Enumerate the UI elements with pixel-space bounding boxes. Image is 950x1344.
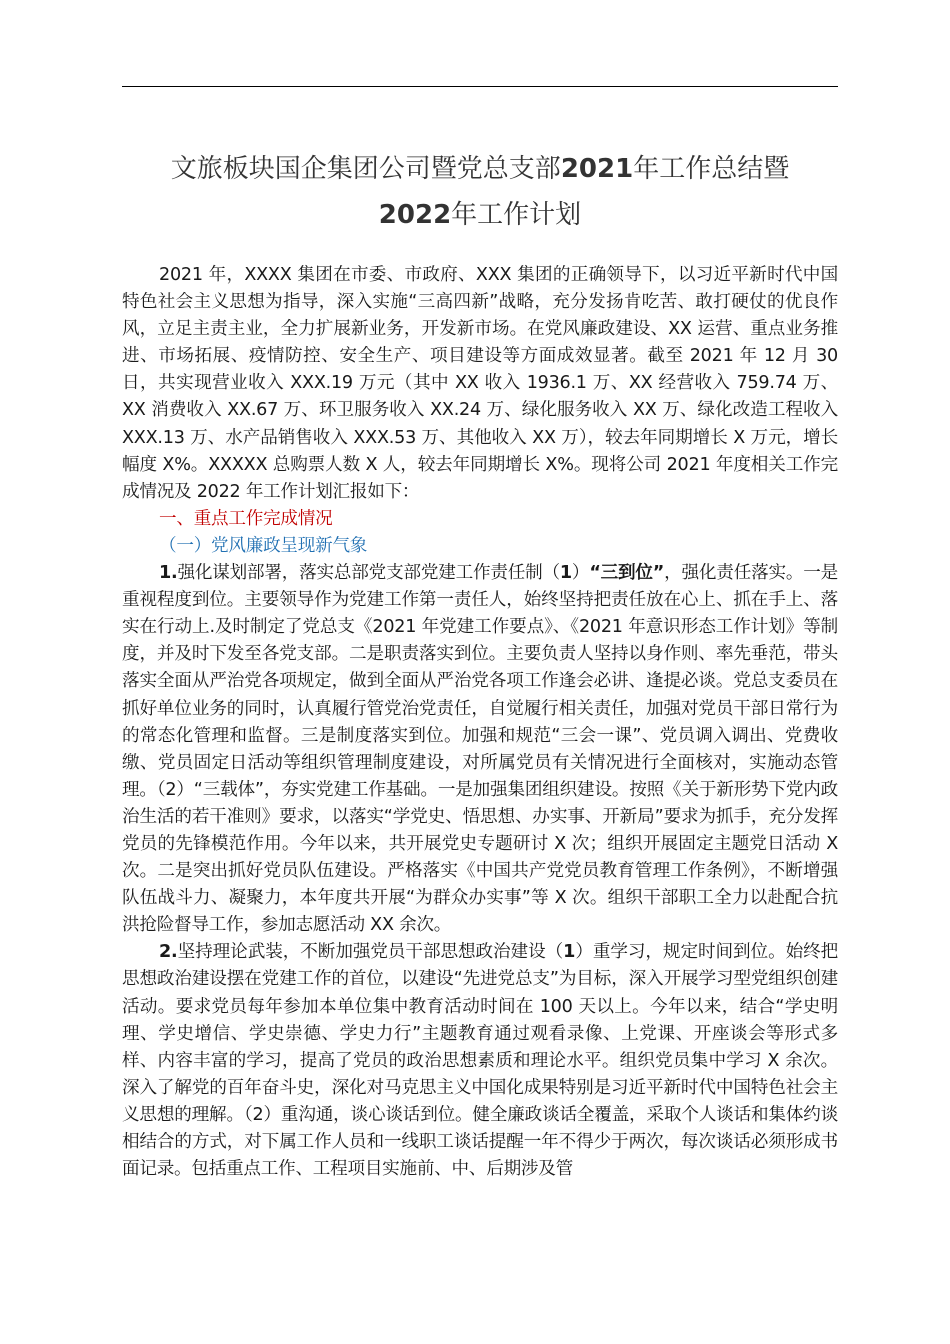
intro-paragraph: 2021 年，XXXX 集团在市委、市政府、XXX 集团的正确领导下，以习近平新时代中国特色社会主义思想为指导，深入实施“三高四新”战略，充分发扬肯吃苦、敢打硬仗的优良作风，立足主责主业，全力扩展新业务，开发新市场。在党风廉政建设、XX 运营、重点业务推进、市场拓展、疫情防控、安全生产、项目建设等方面成效显著。截至 2021 年 12 月 30 日，共实现营业收入 XXX.19 万元（其中 XX 收入 1936.1 万、XX 经营收入 759.74 万、XX 消费收入 XX.67 万、环卫服务收入 XX.24 万、绿化服务收入 XX 万、绿化改造工程收入 XXX.13 万、水产品销售收入 XXX.53 万、其他收入 XX 万），较去年同期增长 X 万元，增长幅度 X%。XXXXX 总购票人数 X 人，较去年同期增长 X%。现将公司 2021 年度相关工作完成情况及 2022 年工作计划汇报如下： xyxy=(122,265,838,502)
item-1-paragraph: 1.强化谋划部署，落实总部党支部党建工作责任制（1）“三到位”，强化责任落实。一是重视程度到位。主要领导作为党建工作第一责任人，始终坚持把责任放在心上、抓在手上、落实在行动上.及时制定了党总支《2021 年党建工作要点》、《2021 年意识形态工作计划》等制度，并及时下发至各党支部。二是职责落实到位。主要负责人坚持以身作则、率先垂范，带头落实全面从严治党各项规定，做到全面从严治党各项工作逢会必讲、逢提必谈。党总支委员在抓好单位业务的同时，认真履行管党治党责任，自觉履行相关责任，加强对党员干部日常行为的常态化管理和监督。三是制度落实到位。加强和规范“三会一课”、党员调入调出、党费收缴、党员固定日活动等组织管理制度建设，对所属党员有关情况进行全面核对，实施动态管理。（2）“三载体”，夯实党建工作基础。一是加强集团组织建设。按照《关于新形势下党内政治生活的若干准则》要求，以落实“学党史、悟思想、办实事、开新局”要求为抓手，充分发挥党员的先锋模范作用。今年以来，共开展党史专题研讨 X 次；组织开展固定主题党日活动 X 次。二是突出抓好党员队伍建设。严格落实《中国共产党党员教育管理工作条例》，不断增强队伍战斗力、凝聚力，本年度共开展“为群众办实事”等 X 次。组织干部职工全力以赴配合抗洪抢险督导工作，参加志愿活动 XX 余次。 xyxy=(122,563,838,936)
item-2-paragraph: 2.坚持理论武装，不断加强党员干部思想政治建设（1）重学习，规定时间到位。始终把思想政治建设摆在党建工作的首位，以建设“先进党总支”为目标，深入开展学习型党组织创建活动。要求党员每年参加本单位集中教育活动时间在 100 天以上。今年以来，结合“学史明理、学史增信、学史崇德、学史力行”主题教育通过观看录像、上党课、开座谈会等形式多样、内容丰富的学习，提高了党员的政治思想素质和理论水平。组织党员集中学习 X 余次。深入了解党的百年奋斗史，深化对马克思主义中国化成果特别是习近平新时代中国特色社会主义思想的理解。（2）重沟通，谈心谈话到位。健全廉政谈话全覆盖，采取个人谈话和集体约谈相结合的方式，对下属工作人员和一线职工谈话提醒一年不得少于两次，每次谈话必须形成书面记录。包括重点工作、工程项目实施前、中、后期涉及管 xyxy=(122,942,838,1180)
title-line-1: 文旅板块国企集团公司暨党总支部2021年工作总结暨 xyxy=(170,154,790,184)
section-heading-1: 一、重点工作完成情况 xyxy=(159,508,333,529)
header-rule xyxy=(122,86,838,87)
document-body xyxy=(122,262,838,1183)
document-title xyxy=(122,146,838,238)
subsection-heading-1: （一）党风廉政呈现新气象 xyxy=(159,535,368,556)
title-line-2: 2022年工作计划 xyxy=(378,200,582,230)
